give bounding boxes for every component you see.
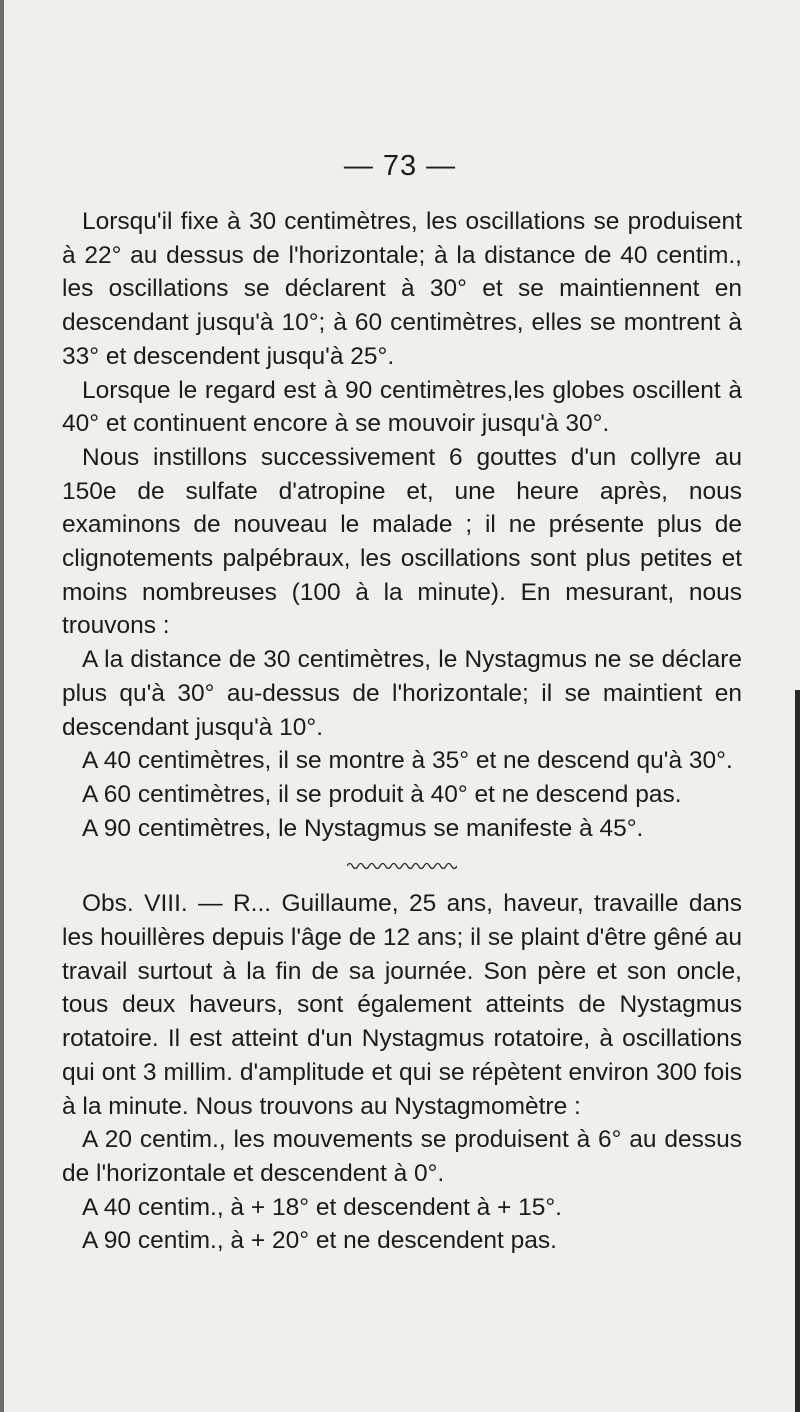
paragraph: A 60 centimètres, il se produit à 40° et ne descend pas. bbox=[82, 780, 682, 808]
paragraph: A 20 centim., les mouvements se produisent à 6° au dessus de l'horizontale et descendent à 0°. bbox=[62, 1126, 742, 1187]
paragraph: Lorsqu'il fixe à 30 centimètres, les oscillations se produisent à 22° au dessus de l'horizontale; à la distance de 40 centim., les oscillations se déclarent à 30° et se maintiennent en descendant jusqu'à 10°; à 60 centimètres, elles se montrent à 33° et descendent jusqu'à 25°. bbox=[62, 208, 742, 370]
paragraph: Lorsque le regard est à 90 centimètres,les globes oscillent à 40° et continuent encore à se mouvoir jusqu'à 30°. bbox=[62, 376, 742, 438]
paragraph: Nous instillons successivement 6 gouttes d'un collyre au 150e de sulfate d'atropine et, une heure après, nous examinons de nouveau le malade ; il ne présente plus de clignotements palpébraux, les oscillations sont plus petites et moins nombreuses (100 à la minute). En mesurant, nous trouvons : bbox=[62, 443, 742, 640]
page-number: — 73 — bbox=[343, 150, 457, 182]
paragraph: A 90 centimètres, le Nystagmus se manifeste à 45°. bbox=[82, 814, 644, 842]
body-text bbox=[62, 205, 742, 1258]
page-right-edge bbox=[795, 690, 800, 1412]
section-divider bbox=[62, 845, 742, 887]
paragraph: A la distance de 30 centimètres, le Nystagmus ne se déclare plus qu'à 30° au-dessus de l'horizontale; il se maintient en descendant jusqu'à 10°. bbox=[62, 646, 742, 741]
paragraph: A 90 centim., à + 20° et ne descendent pas. bbox=[82, 1227, 557, 1255]
wavy-divider-icon bbox=[347, 861, 457, 871]
page-left-edge bbox=[0, 0, 4, 1412]
paragraph: A 40 centim., à + 18° et descendent à + 15°. bbox=[82, 1193, 562, 1221]
paragraph: Obs. VIII. — R... Guillaume, 25 ans, haveur, travaille dans les houillères depuis l'âge de 12 ans; il se plaint d'être gêné au travail surtout à la fin de sa journée. Son père et son oncle, tous deux haveurs, sont également atteints de Nystagmus rotatoire. Il est atteint d'un Nystagmus rotatoire, à oscillations qui ont 3 millim. d'amplitude et qui se répètent environ 300 fois à la minute. Nous trouvons au Nystagmomètre : bbox=[62, 890, 742, 1120]
paragraph: A 40 centimètres, il se montre à 35° et ne descend qu'à 30°. bbox=[82, 747, 733, 775]
